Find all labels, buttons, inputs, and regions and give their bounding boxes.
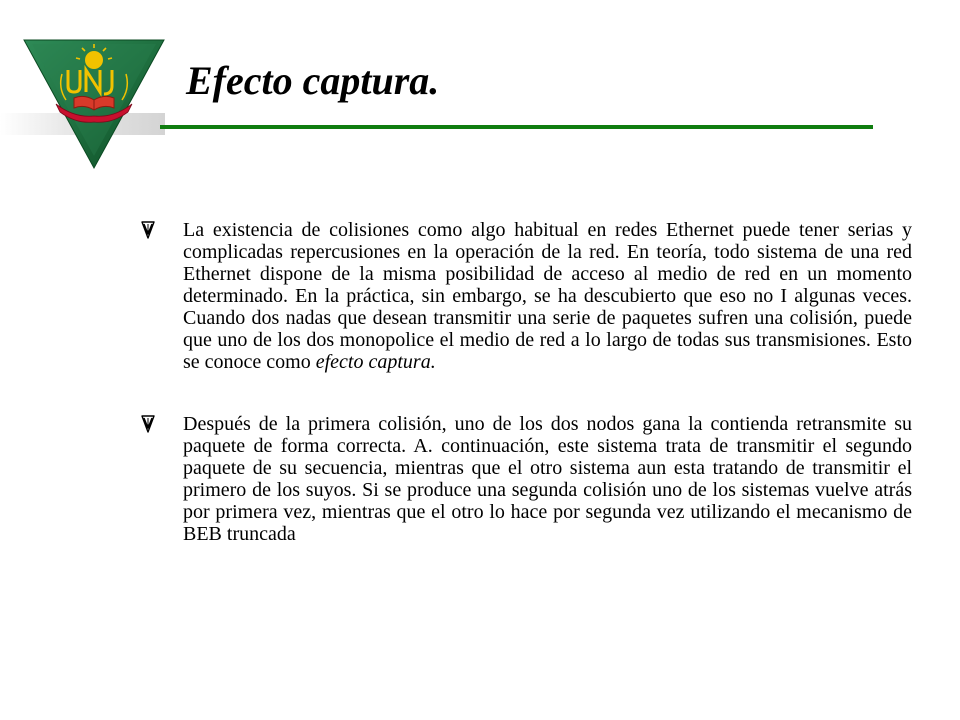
page-title: Efecto captura. xyxy=(186,58,440,103)
bullet-text: Después de la primera colisión, uno de los dos nodos gana la contienda retransmite su paquete de forma correcta. A. continuación, este sistema trata de transmitir el segundo paquete de su secuencia, mientras que el otro sistema aun esta tratando de transmitir el primero de los suyos. Si se produce una segunda colisión uno de los sistemas vuelve atrás por primera vez, mientras que el otro lo hace por segunda vez utilizando el mecanismo de BEB truncada xyxy=(183,413,912,545)
bullet-arrow-icon xyxy=(140,414,156,434)
bullet-item xyxy=(140,219,912,373)
content xyxy=(140,219,912,585)
title-underline xyxy=(160,125,873,129)
emphasis-text: efecto captura. xyxy=(315,351,436,373)
university-logo-icon xyxy=(22,38,166,170)
bullet-arrow-icon xyxy=(140,220,156,240)
bullet-item xyxy=(140,413,912,545)
bullet-text: La existencia de colisiones como algo habitual en redes Ethernet puede tener serias y complicadas repercusiones en la operación de la red. En teoría, todo sistema de una red Ethernet dispone de la misma posibilidad de acceso al medio de red en un momento determinado. En la práctica, sin embargo, se ha descubierto que eso no I algunas veces. Cuando dos nadas que desean transmitir una serie de paquetes sufren una colisión, puede que uno de los dos monopolice el medio de red a lo largo de todas sus transmisiones. Esto se conoce como efecto captura. xyxy=(183,219,912,373)
